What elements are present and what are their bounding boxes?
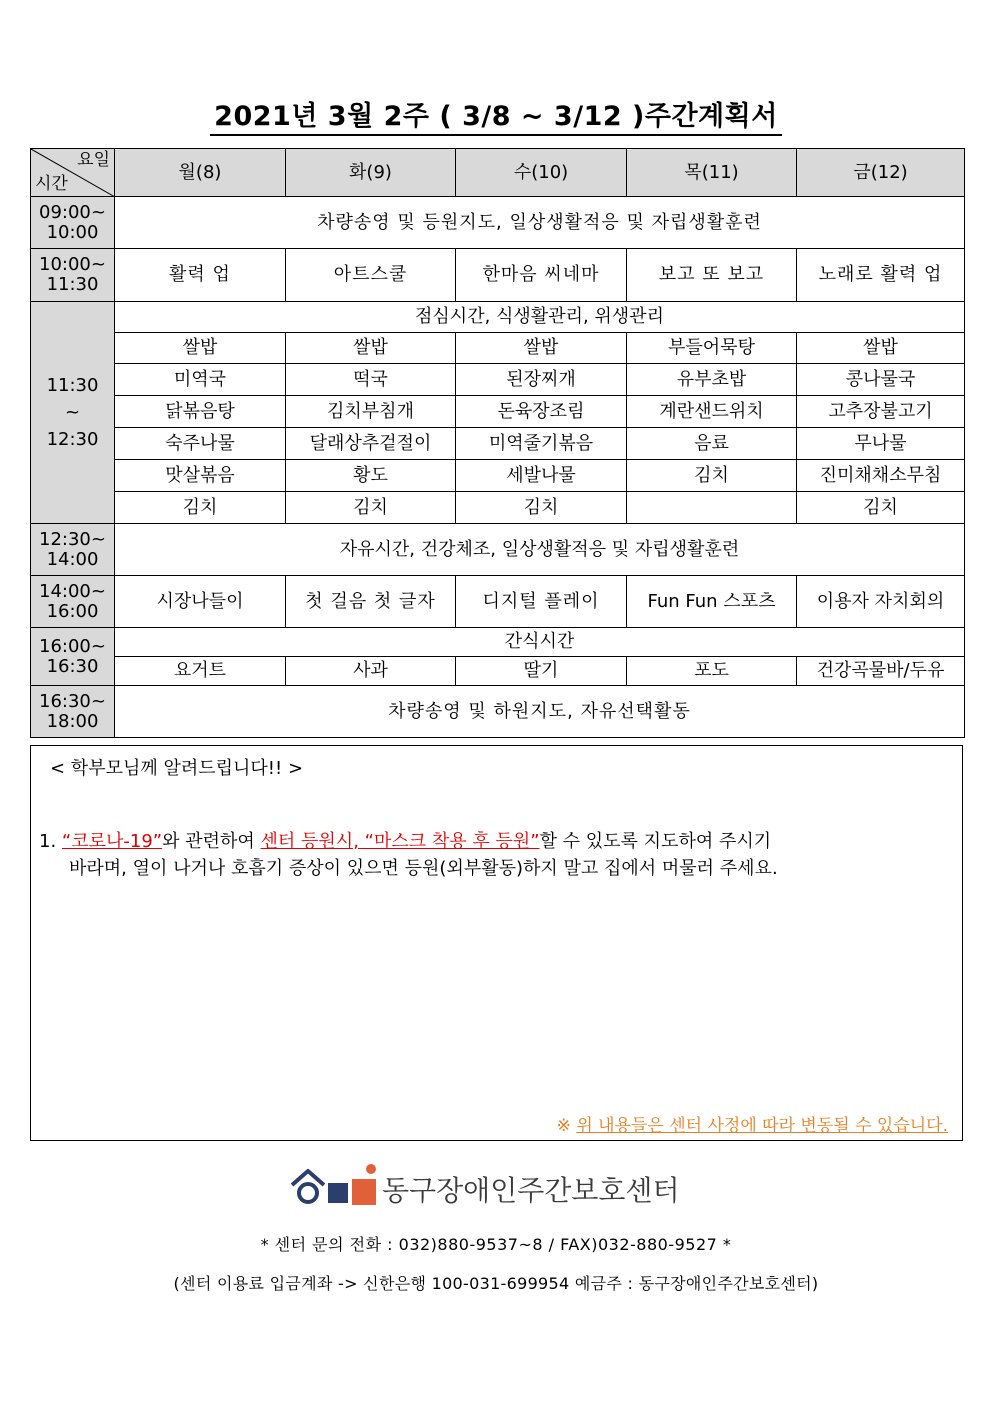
menu-cell: 김치 bbox=[627, 460, 797, 492]
time-cell-lunch: 11:30 ~ 12:30 bbox=[31, 302, 115, 524]
day-header-tue: 화(9) bbox=[286, 149, 456, 197]
time-cell: 10:00~ 11:30 bbox=[31, 249, 115, 302]
footnote-text: 위 내용들은 센터 사정에 따라 변동될 수 있습니다. bbox=[576, 1116, 948, 1136]
bank-account-info: (센터 이용료 입금계좌 -> 신한은행 100-031-699954 예금주 : 동구장애인주간보호센터) bbox=[173, 1274, 819, 1293]
time-cell: 09:00~ 10:00 bbox=[31, 197, 115, 249]
menu-cell: 쌀밥 bbox=[797, 333, 965, 364]
activity-cell: Fun Fun 스포츠 bbox=[627, 576, 797, 628]
menu-cell: 부들어묵탕 bbox=[627, 333, 797, 364]
activity-cell: 한마음 씨네마 bbox=[456, 249, 627, 302]
menu-cell: 떡국 bbox=[286, 364, 456, 396]
menu-cell: 황도 bbox=[286, 460, 456, 492]
time-cell: 12:30~ 14:00 bbox=[31, 524, 115, 576]
menu-cell: 콩나물국 bbox=[797, 364, 965, 396]
time-cell: 16:30~ 18:00 bbox=[31, 686, 115, 738]
menu-cell: 맛살볶음 bbox=[115, 460, 286, 492]
time-cell-snack: 16:00~ 16:30 bbox=[31, 628, 115, 686]
day-header-mon: 월(8) bbox=[115, 149, 286, 197]
menu-cell bbox=[627, 492, 797, 524]
menu-cell: 세발나물 bbox=[456, 460, 627, 492]
parent-notice-box bbox=[30, 745, 963, 1141]
activity-cell: 이용자 자치회의 bbox=[797, 576, 965, 628]
table-header-row bbox=[31, 149, 965, 197]
notice-text-b: 할 수 있도록 지도하여 주시기 bbox=[539, 831, 772, 852]
activity-cell: 디지털 플레이 bbox=[456, 576, 627, 628]
notice-line-1 bbox=[39, 828, 939, 855]
activity-cell: 아트스쿨 bbox=[286, 249, 456, 302]
table-row bbox=[31, 249, 965, 302]
menu-cell: 돈육장조림 bbox=[456, 396, 627, 428]
snack-cell: 요거트 bbox=[115, 657, 286, 686]
menu-cell: 쌀밥 bbox=[115, 333, 286, 364]
activity-cell: 노래로 활력 업 bbox=[797, 249, 965, 302]
table-row bbox=[31, 197, 965, 249]
notice-mask-highlight: 센터 등원시, “마스크 착용 후 등원” bbox=[260, 831, 540, 852]
menu-cell: 김치 bbox=[115, 492, 286, 524]
notice-body bbox=[39, 828, 939, 882]
corner-cell bbox=[31, 149, 115, 197]
activity-cell: 첫 걸음 첫 글자 bbox=[286, 576, 456, 628]
menu-row bbox=[31, 333, 965, 364]
menu-row bbox=[31, 428, 965, 460]
notice-item-number: 1. bbox=[39, 831, 57, 852]
lunch-title: 점심시간, 식생활관리, 위생관리 bbox=[115, 302, 965, 333]
corner-day-label: 요일 bbox=[77, 150, 110, 170]
menu-cell: 고추장불고기 bbox=[797, 396, 965, 428]
time-cell: 14:00~ 16:00 bbox=[31, 576, 115, 628]
menu-cell: 쌀밥 bbox=[286, 333, 456, 364]
weekly-schedule-table bbox=[30, 148, 965, 738]
menu-cell: 김치 bbox=[456, 492, 627, 524]
menu-cell: 무나물 bbox=[797, 428, 965, 460]
snack-cell: 건강곡물바/두유 bbox=[797, 657, 965, 686]
menu-cell: 유부초밥 bbox=[627, 364, 797, 396]
menu-cell: 김치 bbox=[286, 492, 456, 524]
day-header-fri: 금(12) bbox=[797, 149, 965, 197]
table-row bbox=[31, 686, 965, 738]
menu-cell: 미역줄기볶음 bbox=[456, 428, 627, 460]
menu-cell: 달래상추겉절이 bbox=[286, 428, 456, 460]
day-header-wed: 수(10) bbox=[456, 149, 627, 197]
menu-cell: 계란샌드위치 bbox=[627, 396, 797, 428]
activity-cell-full: 차량송영 및 하원지도, 자유선택활동 bbox=[115, 686, 965, 738]
table-row bbox=[31, 576, 965, 628]
notice-line-2: 바라며, 열이 나거나 호흡기 증상이 있으면 등원(외부활동)하지 말고 집에서 머물러 주세요. bbox=[69, 858, 778, 879]
snack-title: 간식시간 bbox=[115, 628, 965, 657]
center-name: 동구장애인주간보호센터 bbox=[382, 1174, 680, 1207]
footnote-mark: ※ bbox=[556, 1116, 577, 1136]
menu-cell: 미역국 bbox=[115, 364, 286, 396]
menu-cell: 된장찌개 bbox=[456, 364, 627, 396]
menu-cell: 김치부침개 bbox=[286, 396, 456, 428]
snack-row bbox=[31, 657, 965, 686]
menu-cell: 음료 bbox=[627, 428, 797, 460]
activity-cell-full: 자유시간, 건강체조, 일상생활적응 및 자립생활훈련 bbox=[115, 524, 965, 576]
table-row bbox=[31, 302, 965, 333]
menu-cell: 진미채채소무침 bbox=[797, 460, 965, 492]
menu-row bbox=[31, 492, 965, 524]
house-logo-icon bbox=[288, 1163, 380, 1207]
activity-cell: 활력 업 bbox=[115, 249, 286, 302]
activity-cell: 시장나들이 bbox=[115, 576, 286, 628]
menu-row bbox=[31, 460, 965, 492]
day-header-thu: 목(11) bbox=[627, 149, 797, 197]
table-row bbox=[31, 628, 965, 657]
menu-row bbox=[31, 364, 965, 396]
notice-footnote bbox=[557, 1111, 948, 1136]
activity-cell: 보고 또 보고 bbox=[627, 249, 797, 302]
menu-cell: 김치 bbox=[797, 492, 965, 524]
snack-cell: 사과 bbox=[286, 657, 456, 686]
notice-text-a: 와 관련하여 bbox=[162, 831, 261, 852]
page-title: 2021년 3월 2주 ( 3/8 ~ 3/12 )주간계획서 bbox=[0, 94, 992, 133]
snack-cell: 딸기 bbox=[456, 657, 627, 686]
notice-heading: < 학부모님께 알려드립니다!! > bbox=[50, 758, 304, 779]
notice-corona-text: “코로나-19” bbox=[61, 831, 163, 852]
menu-cell: 숙주나물 bbox=[115, 428, 286, 460]
corner-time-label: 시간 bbox=[35, 174, 68, 195]
menu-row bbox=[31, 396, 965, 428]
table-row bbox=[31, 524, 965, 576]
activity-cell-full: 차량송영 및 등원지도, 일상생활적응 및 자립생활훈련 bbox=[115, 197, 965, 249]
snack-cell: 포도 bbox=[627, 657, 797, 686]
menu-cell: 닭볶음탕 bbox=[115, 396, 286, 428]
contact-info: * 센터 문의 전화 : 032)880-9537~8 / FAX)032-880-9527 * bbox=[260, 1235, 732, 1254]
menu-cell: 쌀밥 bbox=[456, 333, 627, 364]
